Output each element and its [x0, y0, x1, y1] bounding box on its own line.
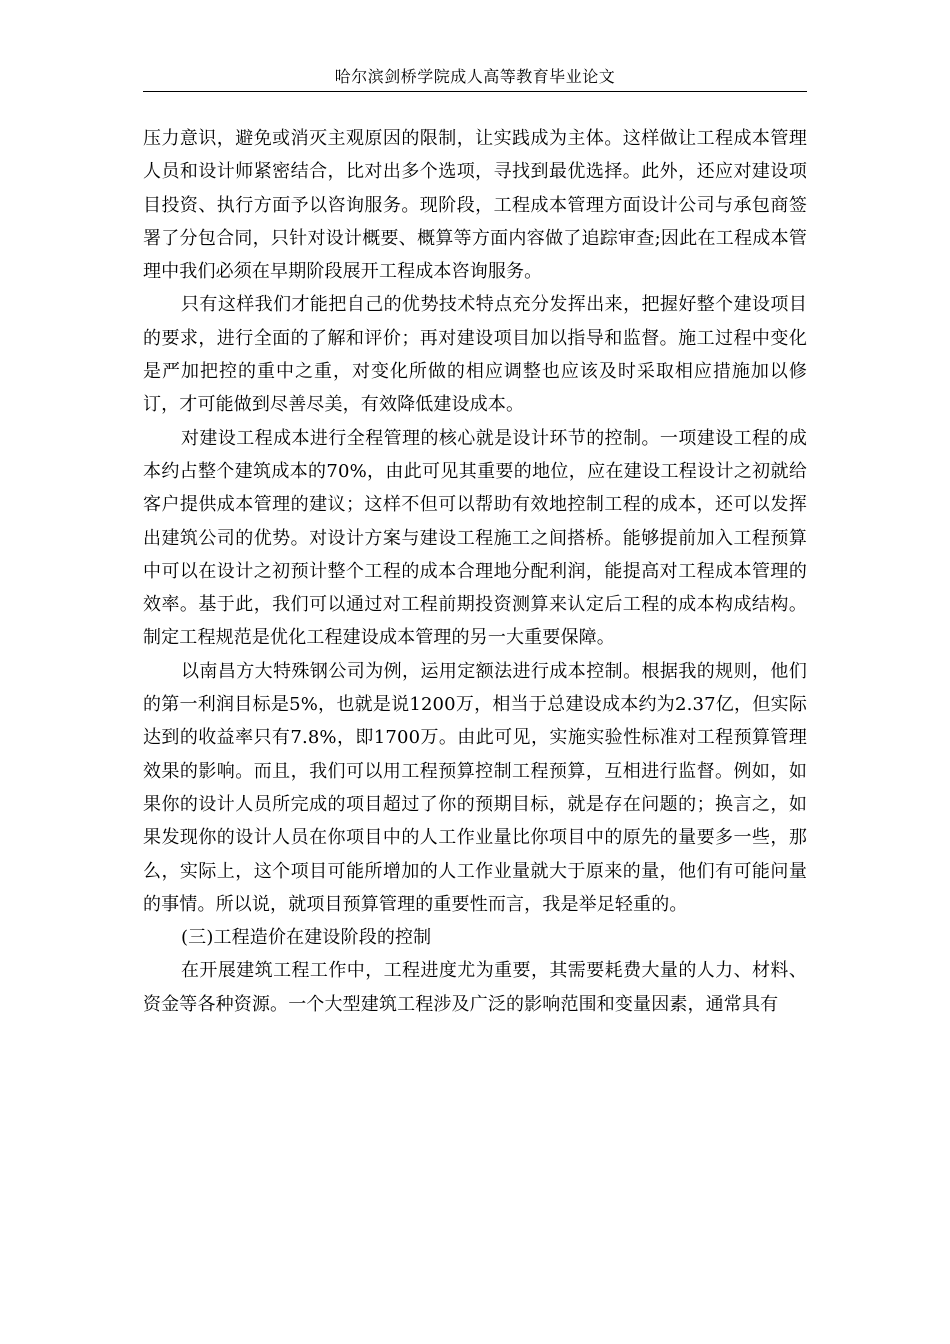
body-text: [143, 122, 807, 1021]
paragraph-continuation: 压力意识，避免或消灭主观原因的限制，让实践成为主体。这样做让工程成本管理人员和设计师紧密结合，比对出多个选项，寻找到最优选择。此外，还应对建设项目投资、执行方面予以咨询服务。现阶段，工程成本管理方面设计公司与承包商签署了分包合同，只针对设计概要、概算等方面内容做了追踪审查;因此在工程成本管理中我们必须在早期阶段展开工程成本咨询服务。: [143, 128, 807, 283]
paragraph: 只有这样我们才能把自己的优势技术特点充分发挥出来，把握好整个建设项目的要求，进行全面的了解和评价；再对建设项目加以指导和监督。施工过程中变化是严加把控的重中之重，对变化所做的相应调整也应该及时采取相应措施加以修订，才可能做到尽善尽美，有效降低建设成本。: [143, 294, 807, 416]
paragraph: 对建设工程成本进行全程管理的核心就是设计环节的控制。一项建设工程的成本约占整个建筑成本的70%，由此可见其重要的地位，应在建设工程设计之初就给客户提供成本管理的建议；这样不但可以帮助有效地控制工程的成本，还可以发挥出建筑公司的优势。对设计方案与建设工程施工之间搭桥。能够提前加入工程预算中可以在设计之初预计整个工程的成本合理地分配利润，能提高对工程成本管理的效率。基于此，我们可以通过对工程前期投资测算来认定后工程的成本构成结构。制定工程规范是优化工程建设成本管理的另一大重要保障。: [143, 427, 807, 649]
header-divider: [143, 91, 807, 92]
section-heading: (三)工程造价在建设阶段的控制: [181, 927, 432, 949]
page-header: 哈尔滨剑桥学院成人高等教育毕业论文: [334, 67, 616, 86]
paragraph: 以南昌方大特殊钢公司为例，运用定额法进行成本控制。根据我的规则，他们的第一利润目标是5%，也就是说1200万，相当于总建设成本约为2.37亿，但实际达到的收益率只有7.8%，即1700万。由此可见，实施实验性标准对工程预算管理效果的影响。而且，我们可以用工程预算控制工程预算，互相进行监督。例如，如果你的设计人员所完成的项目超过了你的预期目标，就是存在问题的；换言之，如果发现你的设计人员在你项目中的人工作业量比你项目中的原先的量要多一些，那么，实际上，这个项目可能所增加的人工作业量就大于原来的量，他们有可能问量的事情。所以说，就项目预算管理的重要性而言，我是举足轻重的。: [143, 660, 807, 915]
paragraph: 在开展建筑工程工作中，工程进度尤为重要，其需要耗费大量的人力、材料、资金等各种资源。一个大型建筑工程涉及广泛的影响范围和变量因素，通常具有: [143, 960, 807, 1015]
